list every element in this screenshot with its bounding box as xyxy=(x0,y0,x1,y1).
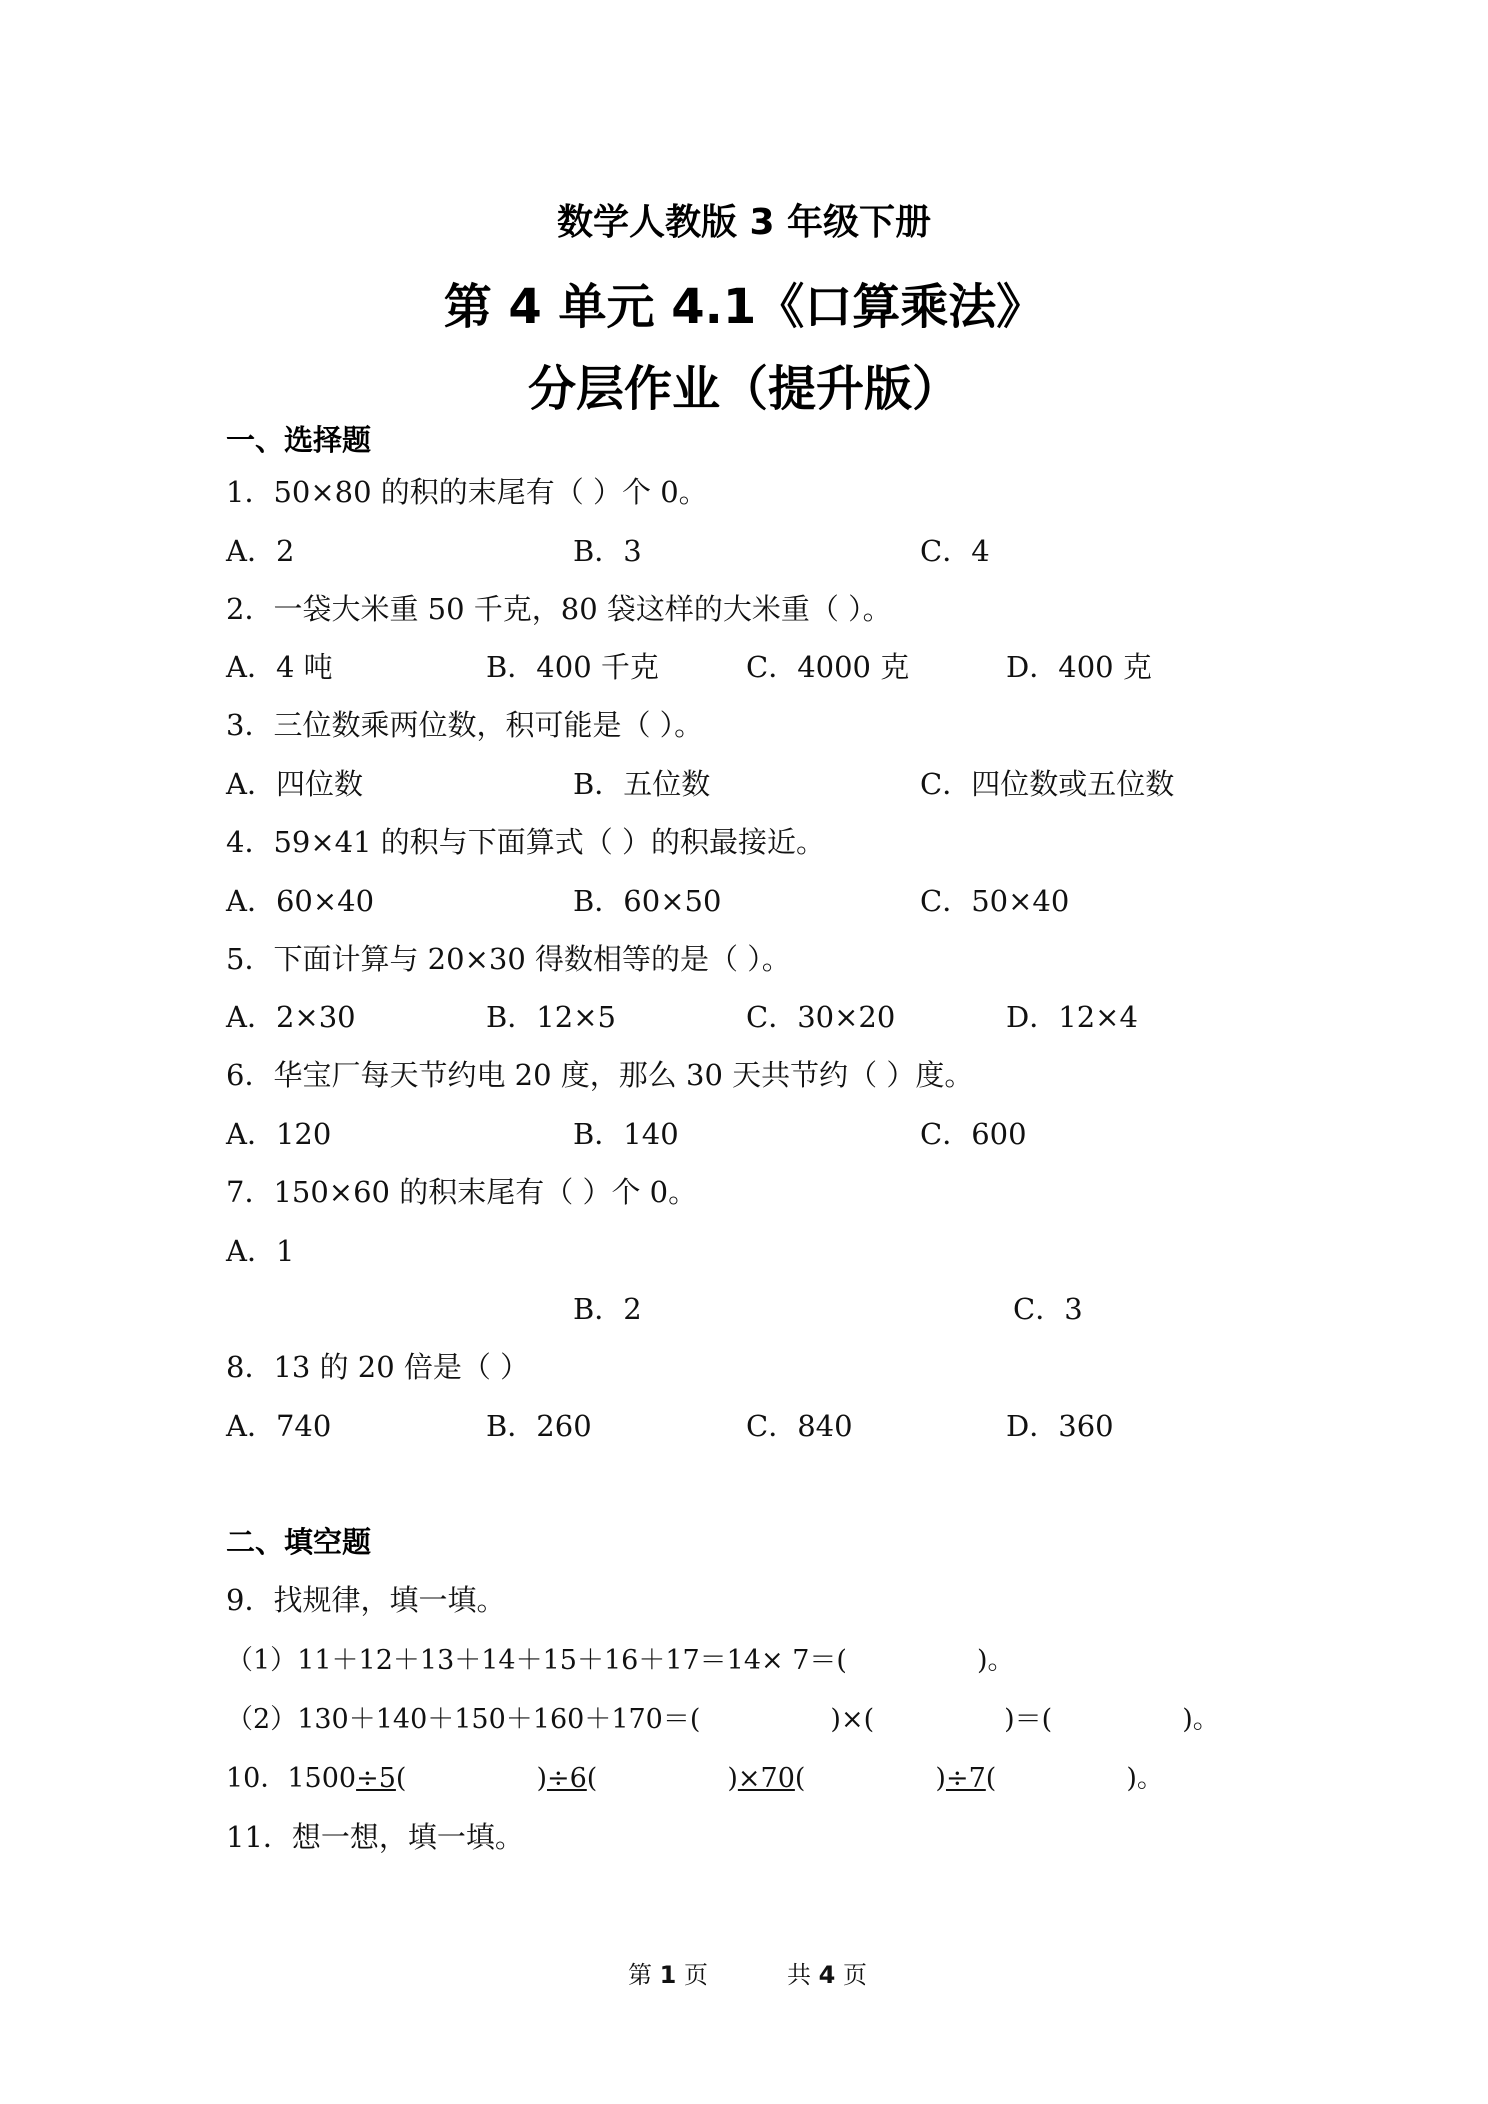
formula-end: )。 xyxy=(1126,1763,1164,1794)
option-2b: B．400 千克 xyxy=(486,650,659,684)
question-3: 3．三位数乘两位数，积可能是（ ）。 xyxy=(226,708,704,742)
option-5c: C．30×20 xyxy=(746,1000,896,1034)
worksheet-subtitle: 分层作业（提升版） xyxy=(527,361,960,417)
document-title: 数学人教版 3 年级下册 xyxy=(556,202,932,243)
formula-end: )。 xyxy=(976,1645,1015,1676)
question-4: 4．59×41 的积与下面算式（ ）的积最接近。 xyxy=(226,825,825,859)
option-6c: C．600 xyxy=(920,1117,1027,1151)
option-7a: A．1 xyxy=(226,1234,295,1268)
option-4c: C．50×40 xyxy=(920,884,1070,918)
option-5a: A．2×30 xyxy=(226,1000,356,1034)
question-1: 1．50×80 的积的末尾有（ ）个 0。 xyxy=(226,475,708,509)
page-total: 共 4 页 xyxy=(787,1961,867,1989)
option-4a: A．60×40 xyxy=(226,884,375,918)
question-number: 10． xyxy=(226,1763,288,1794)
unit-title: 第 4 单元 4.1《口算乘法》 xyxy=(443,279,1045,335)
operation-3: ×70 xyxy=(737,1763,795,1794)
question-5: 5．下面计算与 20×30 得数相等的是（ ）。 xyxy=(226,942,791,976)
page-number: 第 1 页 xyxy=(628,1961,708,1989)
option-2c: C．4000 克 xyxy=(746,650,910,684)
option-8a: A．740 xyxy=(226,1409,332,1443)
option-5b: B．12×5 xyxy=(486,1000,616,1034)
formula-end: )。 xyxy=(1182,1704,1220,1735)
option-6a: A．120 xyxy=(226,1117,332,1151)
option-7c: C．3 xyxy=(1013,1292,1083,1326)
option-6b: B．140 xyxy=(573,1117,679,1151)
option-5d: D．12×4 xyxy=(1006,1000,1138,1034)
question-9: 9．找规律，填一填。 xyxy=(226,1583,506,1617)
question-10: 10．1500÷5( )÷6( )×70( )÷7( )。 xyxy=(226,1763,1164,1794)
question-8: 8．13 的 20 倍是（ ） xyxy=(226,1350,530,1384)
section-heading-fill: 二、填空题 xyxy=(226,1525,372,1559)
option-7b: B．2 xyxy=(573,1292,642,1326)
formula-mid-1: )×( xyxy=(830,1704,875,1735)
option-1b: B．3 xyxy=(573,534,642,568)
option-8d: D．360 xyxy=(1006,1409,1114,1443)
operation-2: ÷6 xyxy=(546,1763,587,1794)
option-3a: A．四位数 xyxy=(226,767,363,801)
question-11: 11．想一想，填一填。 xyxy=(226,1820,524,1854)
option-1c: C．4 xyxy=(920,534,990,568)
section-heading-choice: 一、选择题 xyxy=(226,423,372,457)
formula-text: 130＋140＋150＋160＋170＝( xyxy=(297,1704,701,1735)
option-8c: C．840 xyxy=(746,1409,853,1443)
question-2: 2．一袋大米重 50 千克，80 袋这样的大米重（ ）。 xyxy=(226,592,892,626)
formula-mid-2: )＝( xyxy=(1004,1704,1053,1735)
option-8b: B．260 xyxy=(486,1409,592,1443)
formula-text: 11＋12＋13＋14＋15＋16＋17＝14× 7＝( xyxy=(297,1645,847,1676)
part-label: （1） xyxy=(226,1645,298,1676)
option-3b: B．五位数 xyxy=(573,767,711,801)
option-2a: A．4 吨 xyxy=(226,650,333,684)
question-9-part-1 xyxy=(226,1638,1015,1677)
operation-4: ÷7 xyxy=(945,1763,986,1794)
question-6: 6．华宝厂每天节约电 20 度，那么 30 天共节约（ ）度。 xyxy=(226,1058,974,1092)
operation-1: ÷5 xyxy=(356,1763,396,1794)
option-1a: A．2 xyxy=(226,534,295,568)
option-4b: B．60×50 xyxy=(573,884,722,918)
question-9-part-2 xyxy=(226,1697,1220,1736)
option-3c: C．四位数或五位数 xyxy=(920,767,1175,801)
option-2d: D．400 克 xyxy=(1006,650,1152,684)
question-7: 7．150×60 的积末尾有（ ）个 0。 xyxy=(226,1175,698,1209)
start-value: 1500 xyxy=(287,1763,357,1794)
part-label: （2） xyxy=(226,1704,298,1735)
